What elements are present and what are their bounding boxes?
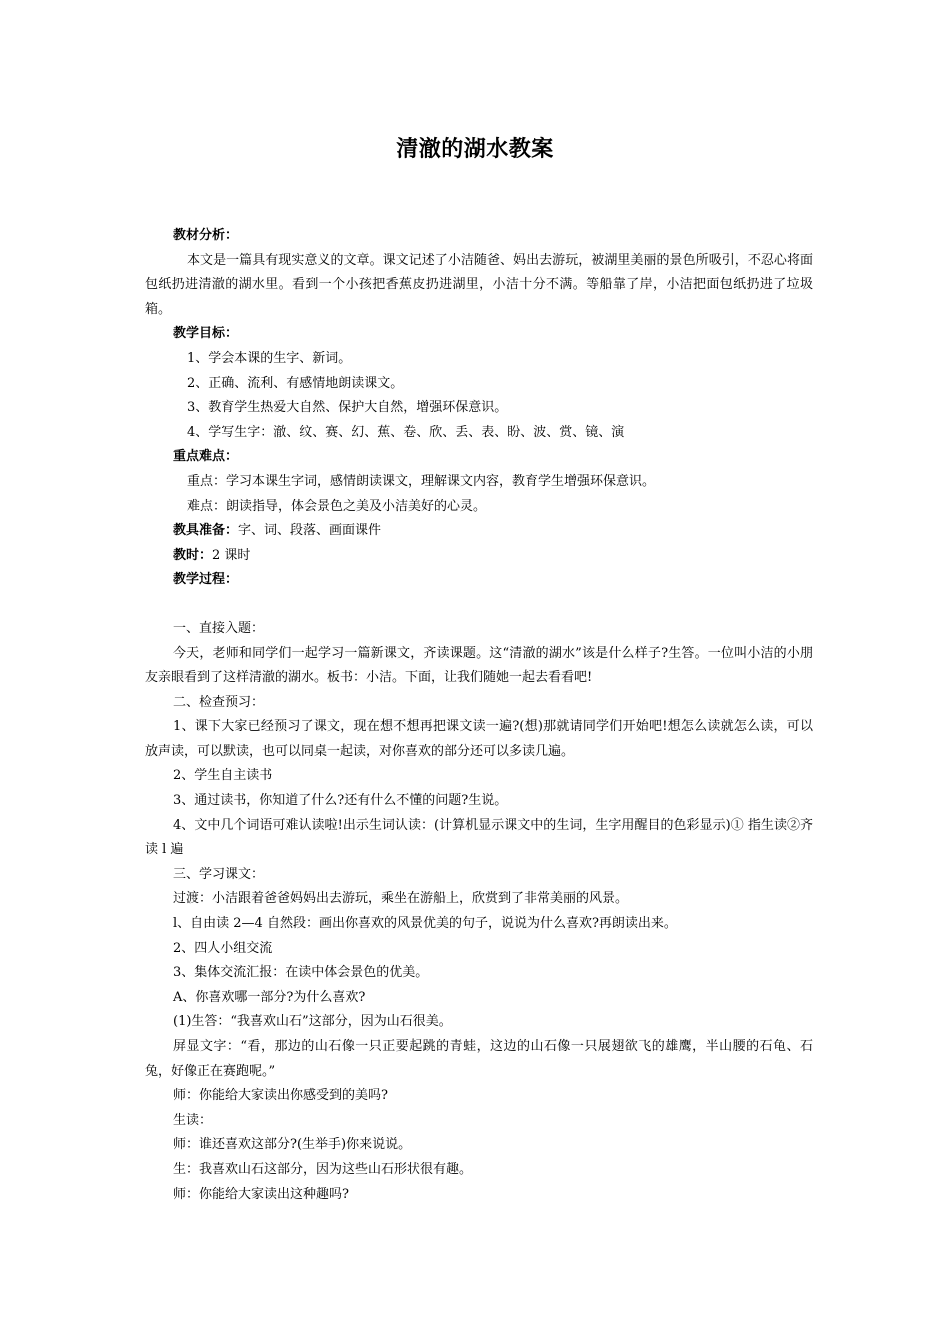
keypoints-heading: 重点难点： (173, 449, 239, 465)
process-heading: 教学过程： (173, 572, 239, 588)
process-paragraph: 过渡：小洁跟着爸爸妈妈出去游玩，乘坐在游船上，欣赏到了非常美丽的风景。 (173, 891, 629, 907)
process-paragraph: 一、直接入题： (173, 620, 265, 636)
tools-value: 字、词、段落、画面课件 (238, 523, 382, 539)
keypoint-key: 重点：学习本课生字词，感情朗读课文，理解课文内容，教育学生增强环保意识。 (187, 473, 656, 489)
page-title: 清澈的湖水教案 (396, 137, 554, 162)
tools-heading: 教具准备： (173, 523, 239, 539)
goal-item: 1、学会本课的生字、新词。 (187, 350, 352, 366)
process-paragraph: 屏显文字：“看，那边的山石像一只正要起跳的青蛙，这边的山石像一只展翅欲飞的雄鹰，半山腰的石龟、石兔，好像正在赛跑呢。” (145, 1039, 813, 1079)
keypoint-difficult: 难点：朗读指导，体会景色之美及小洁美好的心灵。 (187, 498, 487, 514)
analysis-text: 本文是一篇具有现实意义的文章。课文记述了小洁随爸、妈出去游玩，被湖里美丽的景色所吸引，不忍心将面包纸扔进清澈的湖水里。看到一个小孩把香蕉皮扔进湖里，小洁十分不满。等船靠了岸，小洁把面包纸扔进了垃圾箱。 (145, 252, 813, 317)
process-paragraph: 2、四人小组交流 (173, 940, 273, 956)
process-paragraph: 3、通过读书，你知道了什么?还有什么不懂的问题?生说。 (173, 793, 508, 809)
process-paragraph: 4、文中几个词语可难认读啦!出示生词认读：(计算机显示课文中的生词，生字用醒目的色彩显示)① 指生读②齐读 l 遍 (145, 817, 813, 858)
process-paragraph: (1)生答：“我喜欢山石”这部分，因为山石很美。 (173, 1014, 452, 1030)
hours-heading: 教时： (173, 547, 213, 563)
analysis-heading: 教材分析： (173, 228, 239, 243)
process-paragraph: 师：你能给大家读出你感受到的美吗? (173, 1088, 388, 1104)
process-paragraph: 生：我喜欢山石这部分，因为这些山石形状很有趣。 (173, 1161, 473, 1177)
process-paragraph: 师：你能给大家读出这种趣吗? (173, 1186, 349, 1202)
process-paragraph: l、自由读 2—4 自然段：画出你喜欢的风景优美的句子，说说为什么喜欢?再朗读出来。 (173, 916, 677, 932)
hours-value: 2 课时 (212, 547, 251, 563)
goal-item: 4、学写生字：澈、纹、赛、幻、蕉、卷、欣、丢、表、盼、波、赏、镜、演 (187, 424, 625, 440)
spacer (145, 593, 813, 617)
process-paragraph: 二、检查预习： (173, 694, 265, 710)
process-paragraph: 2、学生自主读书 (173, 768, 273, 784)
process-paragraph: 师：谁还喜欢这部分?(生举手)你来说说。 (173, 1137, 412, 1153)
goals-heading: 教学目标： (173, 326, 239, 342)
goal-item: 2、正确、流利、有感情地朗读课文。 (187, 375, 404, 391)
process-paragraph: A、你喜欢哪一部分?为什么喜欢? (173, 989, 366, 1005)
process-paragraph: 三、学习课文： (173, 866, 265, 882)
process-paragraph: 1、课下大家已经预习了课文，现在想不想再把课文读一遍?(想)那就请同学们开始吧!想怎么读就怎么读，可以放声读，可以默读，也可以同桌一起读，对你喜欢的部分还可以多读几遍。 (145, 719, 813, 759)
document-body (145, 224, 813, 1207)
process-paragraph: 今天，老师和同学们一起学习一篇新课文，齐读课题。这“清澈的湖水”该是什么样子?生答。一位叫小洁的小朋友亲眼看到了这样清澈的湖水。板书：小洁。下面，让我们随她一起去看看吧! (145, 645, 813, 686)
goal-item: 3、教育学生热爱大自然、保护大自然，增强环保意识。 (187, 400, 508, 416)
process-paragraph: 生读： (173, 1112, 213, 1128)
process-paragraph: 3、集体交流汇报：在读中体会景色的优美。 (173, 965, 429, 981)
hours-line (145, 544, 813, 569)
tools-line (145, 519, 813, 544)
